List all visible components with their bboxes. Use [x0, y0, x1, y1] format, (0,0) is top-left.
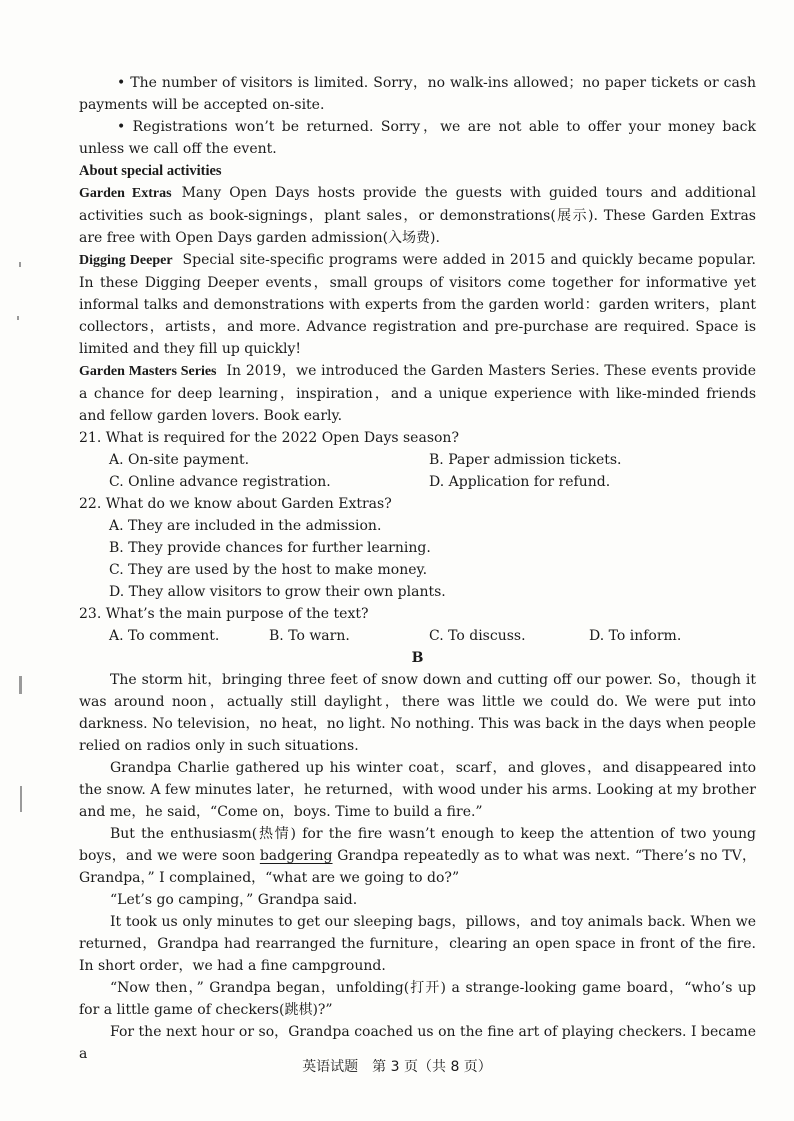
question-22: 22. What do we know about Garden Extras? — [79, 496, 392, 512]
margin-mark — [19, 262, 21, 267]
activity-digging-deeper — [79, 249, 756, 360]
activity-text: Special site-specific programs were added in 2015 and quickly became popular. In these Digging Deeper events，small groups of visitors come together for informative yet informal talks and demonstrations with experts from the garden world：garden writers，plant collectors，artists，and more. Advance registration and pre-purchase are required. Space is limited and they fill up quickly! — [79, 252, 756, 357]
option-row — [79, 625, 756, 647]
section-heading: About special activities — [79, 163, 222, 179]
option: A. They are included in the admission. — [109, 518, 382, 534]
option: B. They provide chances for further learning. — [109, 540, 431, 556]
activity-garden-extras — [79, 182, 756, 249]
section-b-heading: B — [411, 650, 424, 666]
story-text: Grandpa repeatedly as to what was next. “There’s no TV，Grandpa，” I complained，“what are we going to do?” — [79, 848, 756, 886]
story-paragraph: “Let’s go camping，” Grandpa said. — [110, 892, 358, 908]
story-paragraph: It took us only minutes to get our sleeping bags，pillows，and toy animals back. When we returned，Grandpa had rearranged the furniture，clearing an open space in front of the fire. In short order，we had a fine campground. — [79, 914, 756, 974]
question-23: 23. What’s the main purpose of the text? — [79, 606, 369, 622]
activity-term: Garden Masters Series — [79, 364, 217, 379]
activity-text: In 2019，we introduced the Garden Masters Series. These events provide a chance for deep learning，inspiration，and a unique experience with like-minded friends and fellow garden lovers. Book early. — [79, 363, 756, 424]
story-paragraph — [79, 823, 756, 889]
story-text: But the enthusiasm(热情) for the fire wasn’t enough to keep the attention of two young boys，and we were soon — [79, 826, 756, 864]
option: D. They allow visitors to grow their own plants. — [109, 584, 446, 600]
underlined-word: badgering — [259, 848, 333, 864]
notice-bullet: • Registrations won’t be returned. Sorry，we are not able to offer your money back unless we call off the event. — [79, 119, 756, 157]
option: D. To inform. — [589, 628, 682, 644]
question-21: 21. What is required for the 2022 Open Days season? — [79, 430, 459, 446]
option-row — [79, 471, 756, 493]
option-row — [79, 449, 756, 471]
margin-mark — [17, 316, 19, 320]
option: A. To comment. — [109, 628, 220, 644]
option: A. On-site payment. — [109, 452, 250, 468]
option: C. Online advance registration. — [109, 474, 331, 490]
activity-text: Many Open Days hosts provide the guests with guided tours and additional activities such as book-signings，plant sales，or demonstrations(展示). These Garden Extras are free with Open Days garden admission(入场费). — [79, 185, 756, 246]
story-paragraph: Grandpa Charlie gathered up his winter coat，scarf，and gloves，and disappeared into the snow. A few minutes later，he returned，with wood under his arms. Looking at my brother and me，he said，“Come on，boys. Time to build a fire.” — [79, 760, 756, 820]
option: C. They are used by the host to make money. — [109, 562, 428, 578]
option: C. To discuss. — [429, 628, 526, 644]
activity-garden-masters — [79, 360, 756, 427]
notice-bullet: • The number of visitors is limited. Sorry，no walk-ins allowed；no paper tickets or cash payments will be accepted on-site. — [79, 75, 756, 113]
page-footer: 英语试题 第 3 页（共 8 页） — [302, 1059, 492, 1075]
page-content — [79, 72, 756, 1065]
option: B. To warn. — [269, 628, 350, 644]
story-paragraph: “Now then，” Grandpa began，unfolding(打开) a strange-looking game board，“who’s up for a little game of checkers(跳棋)?” — [79, 980, 756, 1018]
option: D. Application for refund. — [429, 474, 611, 490]
option: B. Paper admission tickets. — [429, 452, 622, 468]
margin-mark — [20, 786, 22, 812]
story-paragraph: For the next hour or so，Grandpa coached us on the fine art of playing checkers. I became a — [79, 1024, 756, 1062]
activity-term: Garden Extras — [79, 186, 172, 201]
margin-mark — [19, 676, 22, 694]
activity-term: Digging Deeper — [79, 253, 173, 268]
story-paragraph: The storm hit，bringing three feet of snow down and cutting off our power. So，though it was around noon，actually still daylight，there was little we could do. We were put into darkness. No television，no heat，no light. No nothing. This was back in the days when people relied on radios only in such situations. — [79, 672, 756, 754]
